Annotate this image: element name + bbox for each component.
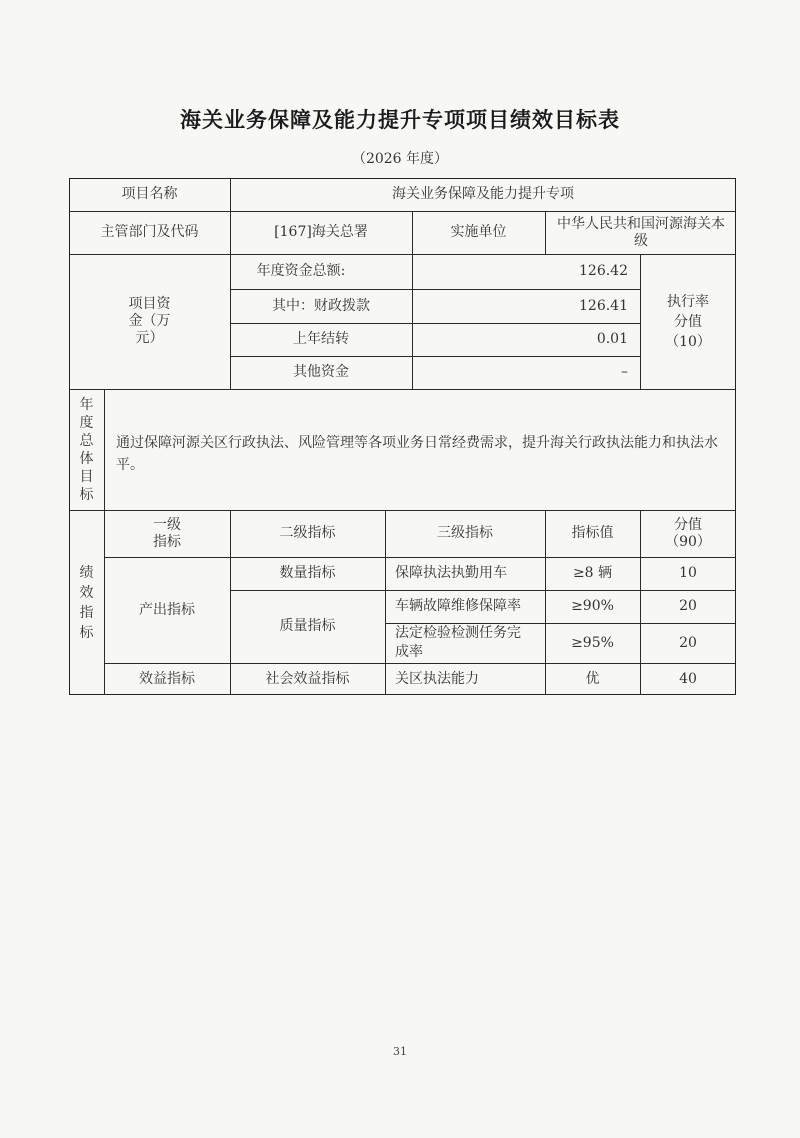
funds-carry-label: 上年结转	[293, 331, 349, 347]
funds-other-label: 其他资金	[293, 364, 349, 380]
dept-label: 主管部门及代码	[100, 224, 199, 240]
project-name-value: 海关业务保障及能力提升专项	[392, 186, 574, 202]
impl-label: 实施单位	[450, 224, 507, 240]
header-level1: 一级指标	[153, 516, 181, 550]
header-level3: 三级指标	[437, 525, 493, 541]
value-repair: ≥90%	[571, 598, 614, 614]
header-value: 指标值	[571, 525, 614, 541]
year-label: （2026 年度）	[351, 151, 449, 167]
impl-value: 中华人民共和国河源海关本级	[557, 215, 725, 249]
page-number: 31	[393, 1045, 407, 1058]
score-inspection: 20	[679, 634, 697, 651]
header-level2: 二级指标	[279, 525, 336, 541]
funds-total-value: 126.42	[579, 263, 628, 279]
dept-value: [167]海关总署	[274, 224, 368, 240]
score-enforcement: 40	[679, 670, 697, 687]
goal-text: 通过保障河源关区行政执法、风险管理等各项业务日常经费需求，提升海关行政执法能力和执法水平。	[116, 435, 718, 473]
level3-repair: 车辆故障维修保障率	[395, 598, 521, 614]
level3-vehicle: 保障执法执勤用车	[395, 565, 507, 581]
funds-other-value: –	[621, 364, 628, 380]
funds-fiscal-value: 126.41	[579, 297, 628, 314]
project-name-label: 项目名称	[121, 186, 178, 202]
value-enforcement: 优	[585, 670, 600, 687]
score-vehicle: 10	[679, 565, 697, 581]
level2-quality: 质量指标	[279, 618, 336, 634]
value-inspection: ≥95%	[571, 634, 614, 651]
level3-enforcement: 关区执法能力	[395, 670, 479, 687]
goal-label: 年度总体目标	[79, 396, 94, 503]
level3-inspection: 法定检验检测任务完成率	[395, 625, 521, 660]
level1-output: 产出指标	[139, 601, 195, 618]
level1-benefit: 效益指标	[139, 670, 195, 687]
score-repair: 20	[679, 598, 697, 614]
header-score: 分值（90）	[665, 516, 711, 550]
level2-social: 社会效益指标	[265, 670, 350, 687]
value-vehicle: ≥8 辆	[572, 565, 613, 581]
page-title: 海关业务保障及能力提升专项项目绩效目标表	[180, 108, 620, 132]
perf-label: 绩效指标	[79, 564, 94, 641]
funds-carry-value: 0.01	[596, 331, 628, 347]
level2-quantity: 数量指标	[279, 565, 336, 581]
funds-label: 项目资金（万元）	[128, 296, 171, 346]
funds-total-label: 年度资金总额:	[256, 263, 346, 279]
funds-fiscal-label: 其中：财政拨款	[272, 297, 370, 314]
funds-score-label: 执行率分值（10）	[665, 293, 711, 350]
